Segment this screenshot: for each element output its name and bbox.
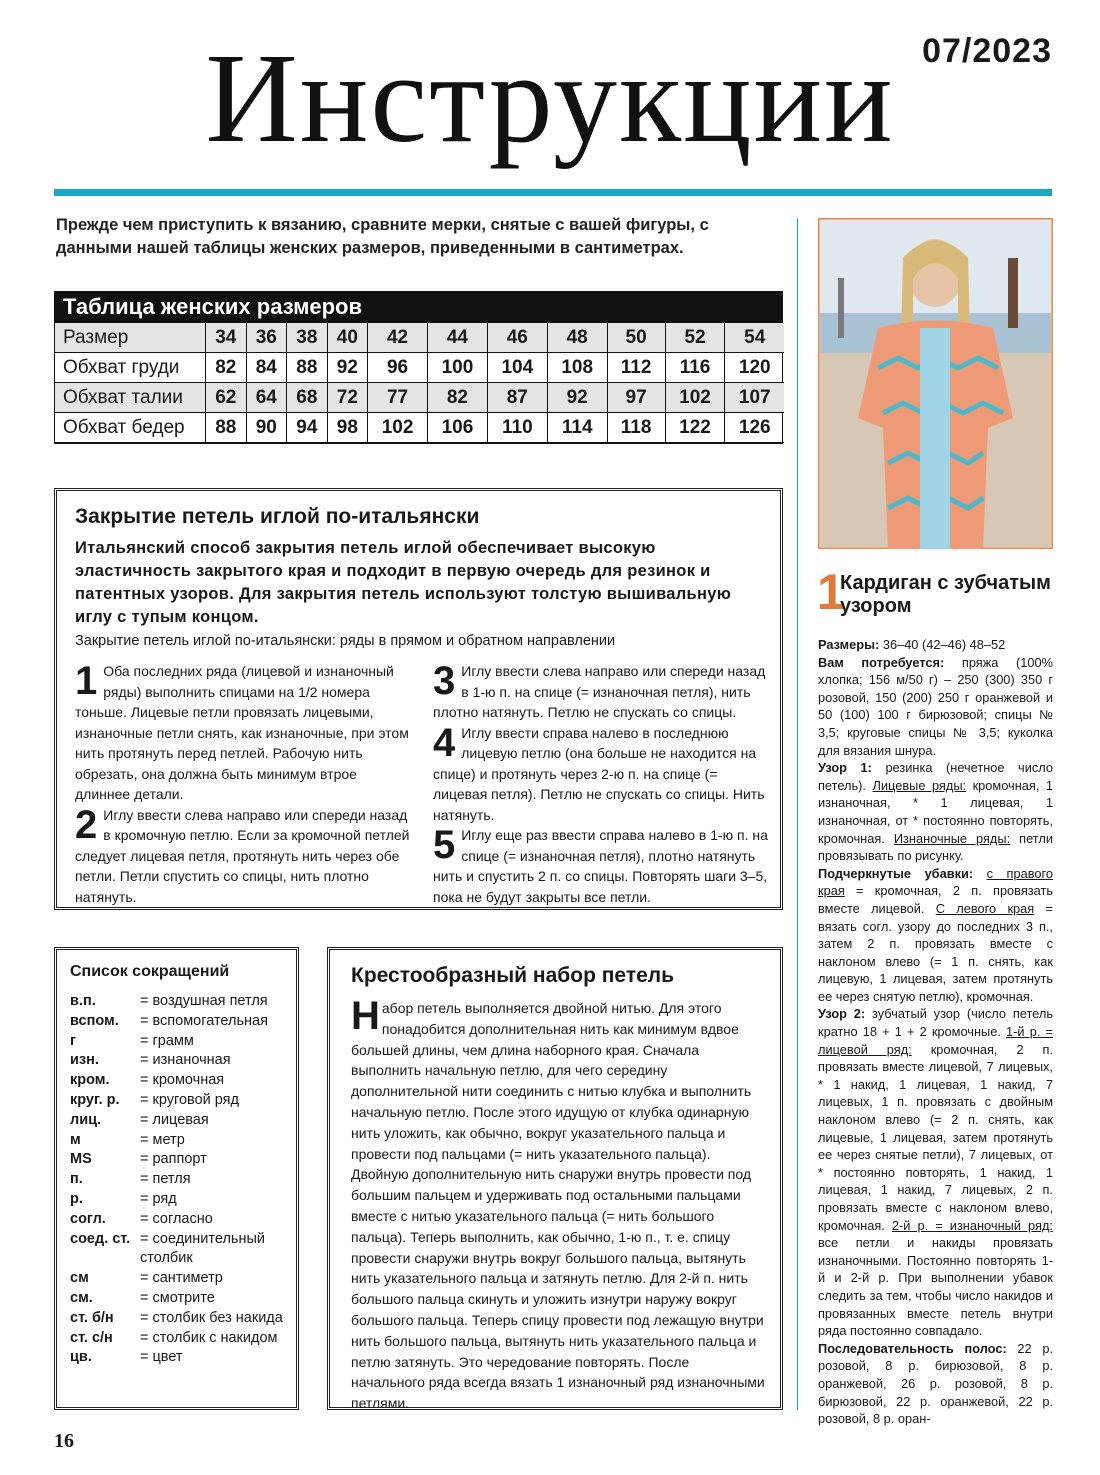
size-cell: 112 (607, 353, 665, 383)
page-number: 16 (54, 1430, 74, 1452)
abbreviation-key: ст. с/н (70, 1329, 113, 1346)
size-row (55, 323, 784, 353)
abbreviations-list (70, 992, 295, 1368)
abbreviation-key: м (70, 1131, 81, 1148)
size-cell: 50 (607, 323, 665, 353)
size-cell: 104 (487, 353, 547, 383)
abbreviation-item (70, 1131, 295, 1151)
step-4: 4 Иглу ввести справа налево в последнюю лицевую петлю (она больше не находится на спице) и протянуть через 2-ю п. на спице (= лицевая петля). Петлю не спускать со спицы. Нить натянуть. (433, 720, 765, 823)
size-row-label: Размер (55, 323, 206, 353)
abbreviation-item (70, 1012, 295, 1032)
size-row (55, 353, 784, 383)
abbreviation-item (70, 1190, 295, 1210)
abbreviation-key: п. (70, 1171, 83, 1188)
size-cell: 72 (327, 383, 368, 413)
size-cell: 68 (287, 383, 328, 413)
abbreviation-key: круг. р. (70, 1091, 120, 1108)
italian-bindoff-box (54, 488, 783, 910)
size-cell: 98 (327, 413, 368, 443)
abbreviation-item (70, 1329, 295, 1349)
size-cell: 62 (206, 383, 247, 413)
abbreviation-key: вспом. (70, 1012, 119, 1029)
abbreviation-item (70, 1348, 295, 1368)
size-cell: 102 (368, 413, 428, 443)
size-cell: 107 (725, 383, 784, 413)
abbreviation-key: г (70, 1032, 77, 1049)
abbreviation-value: = грамм (140, 1032, 194, 1049)
size-cell: 87 (487, 383, 547, 413)
size-cell: 46 (487, 323, 547, 353)
model-number: 1 (817, 564, 845, 620)
model-photo (818, 218, 1053, 549)
size-cell: 116 (665, 353, 725, 383)
size-cell: 92 (327, 353, 368, 383)
abbreviation-value: = вспомогательная (140, 1012, 268, 1029)
abbreviation-value: = смотрите (140, 1289, 215, 1306)
size-row (55, 413, 784, 443)
abbreviation-value: = воздушная петля (140, 993, 268, 1009)
abbreviation-item (70, 1150, 295, 1170)
abbreviation-item (70, 1269, 295, 1289)
abbreviation-item (70, 1170, 295, 1190)
abbreviation-key: ст. б/н (70, 1309, 114, 1326)
size-cell: 106 (428, 413, 488, 443)
abbreviation-item (70, 1309, 295, 1329)
size-cell: 44 (428, 323, 488, 353)
size-cell: 97 (607, 383, 665, 413)
abbreviation-item (70, 1210, 295, 1230)
cross-title: Крестообразный набор петель (351, 964, 675, 987)
issue-number: 07/2023 (922, 32, 1052, 70)
header-rule (54, 189, 1052, 196)
size-cell: 126 (738, 416, 771, 438)
size-cell: 120 (738, 356, 771, 378)
step-2: 2 Иглу ввести слева направо или спереди назад в кромочную петлю. Если за кромочной петлей следует лицевая петля, протянуть нить через обе петли. Петли спустить со спицы, нить плотно натянуть. (75, 802, 410, 905)
size-cell: 77 (368, 383, 428, 413)
size-table (54, 291, 783, 444)
cross-text: Набор петель выполняется двойной нитью. Для этого понадобится дополнительная нить как минимум вдвое большей длины, чем длина наборного края. Сначала выполнить начальную петлю, для чего середину дополнительной нити соединить с нитью клубка и выполнить начальную петлю. После этого идущую от клубка одинарную нить уложить, как обычно, вокруг указательного пальца и провести под пальцами (= нить указательного пальца). Двойную дополнительную нить снаружи внутрь провести под большим пальцем и удерживать под остальными пальцами вместе с нитью указательного пальца (= нить большого пальца). Теперь выполнить, как обычно, 1-ю п., т. е. спицу провести снаружи внутрь вокруг большого пальца, вытянуть нить указательного пальца и затянуть петлю. Для 2-й п. нить большого пальца скинуть и уложить изнутри наружу вокруг большого пальца. Теперь спицу провести под лежащую внутри нить большого пальца, вытянуть нить указательного пальца и петлю затянуть. Это чередование повторять. После начального ряда всегда вязать 1 изнаночный ряд изнаночными петлями. (351, 994, 765, 1412)
size-cell: 110 (487, 413, 547, 443)
abbreviation-value: = изнаночная (140, 1052, 231, 1069)
abbreviation-item (70, 1051, 295, 1071)
size-table-grid (55, 323, 784, 443)
size-cell: 100 (428, 353, 488, 383)
intro-text: Прежде чем приступить к вязанию, сравните мерки, снятые с вашей фигуры, с данными нашей таблицы женских размеров, приведенными в сантиметрах. (56, 216, 709, 257)
size-cell: 94 (287, 413, 328, 443)
size-cell: 114 (547, 413, 607, 443)
model-title: Кардиган с зубчатым узором (840, 572, 1051, 617)
abbreviation-key: изн. (70, 1052, 99, 1069)
size-cell: 82 (206, 353, 247, 383)
abbreviation-key: соед. ст. (70, 1230, 131, 1247)
abbreviation-item (70, 1091, 295, 1111)
step-1: 1 Оба последних ряда (лицевой и изнаночный ряды) выполнить спицами на 1/2 номера тоньше. Лицевые петли провязать лицевыми, изнаночные петли снять, как изнаночные, при этом нить протянуть перед петлей. Рабочую нить обрезать, она должна быть минимум втрое длиннее детали. (75, 659, 409, 802)
size-cell: 36 (246, 323, 287, 353)
abbreviations-title: Список сокращений (70, 963, 230, 980)
abbreviation-value: = метр (140, 1131, 185, 1148)
size-table-title: Таблица женских размеров (54, 291, 783, 323)
size-cell: 122 (665, 413, 725, 443)
size-row (55, 383, 784, 413)
size-row-label: Обхват груди (55, 353, 206, 383)
size-cell: 102 (665, 383, 725, 413)
size-cell: 42 (368, 323, 428, 353)
abbreviation-key: в.п. (70, 993, 96, 1009)
steps-left (75, 661, 411, 907)
abbreviation-item (70, 1071, 295, 1091)
abbreviation-value: = круговой ряд (140, 1091, 239, 1108)
abbreviation-item (70, 992, 295, 1012)
abbreviation-value: = сантиметр (140, 1270, 223, 1287)
abbreviations-box (54, 947, 299, 1410)
size-cell: 82 (428, 383, 488, 413)
step-5: 5 Иглу еще раз ввести справа налево в 1-ю п. на спице (= изнаночная петля), плотно натянуть нить и спустить 2 п. со спицы. Повторять шаги 3–5, пока не будут закрыты все петли. (433, 823, 768, 905)
size-cell: 40 (327, 323, 368, 353)
abbreviation-key: кром. (70, 1072, 110, 1089)
size-cell: 108 (547, 353, 607, 383)
size-cell: 88 (287, 353, 328, 383)
abbreviation-key: цв. (70, 1349, 92, 1366)
size-cell: 52 (665, 323, 725, 353)
italian-title: Закрытие петель иглой по-итальянски (75, 505, 480, 528)
abbreviation-item (70, 1230, 295, 1270)
abbreviation-value: = ряд (140, 1190, 177, 1207)
abbreviation-value: = цвет (140, 1349, 183, 1366)
steps-right (433, 661, 769, 907)
abbreviation-key: см. (70, 1289, 93, 1306)
abbreviation-value: = столбик с накидом (140, 1329, 278, 1346)
abbreviation-value: = петля (140, 1171, 191, 1188)
abbreviation-key: см (70, 1270, 89, 1287)
abbreviation-key: согл. (70, 1210, 106, 1227)
italian-lead: Итальянский способ закрытия петель иглой обеспечивает высокую эластичность закрытого края и подходит в первую очередь для резинок и патентных узоров. Для закрытия петель используют толстую вышивальную иглу с тупым концом. (75, 539, 732, 626)
abbreviation-value: = раппорт (140, 1151, 207, 1168)
size-cell: 54 (725, 323, 784, 353)
model-description: Размеры: 36–40 (42–46) 48–52 Вам потребуется: пряжа (100% хлопка; 156 м/50 г) – 250 (300) 350 г розовой, 150 (200) 250 г оранжевой и 50 (100) 100 г бирюзовой; спицы № 3,5; круговые спицы № 3,5; куколка для вязания шнура. Узор 1: резинка (нечетное число петель). Лицевые ряды: кромочная, 1 изнаночная, * 1 лицевая, 1 изнаночная, от * постоянно повторять, кромочная. Изнаночные ряды: петли провязывать по рисунку. Подчеркнутые убавки: с правого края = кромочная, 2 п. провязать вместе лицевой. С левого края = вязать согл. узору до последних 3 п., затем 2 п. провязать вместе с наклоном влево (= 1 п. снять, как лицевую, 1 лицевая, затем протянуть ее через снятую петлю), кромочная. Узор 2: зубчатый узор (число петель кратно 18 + 1 + 2 кромочные. 1-й р. = лицевой ряд: кромочная, 2 п. провязать вместе лицевой, 7 лицевых, * 1 накид, 1 лицевая, 1 накид, 7 лицевых, 1 п. провязать с двойным наклоном влево (= 2 п. снять, как лицевые, 1 лицевая, затем протянуть ее через снятые петли), 7 лицевых, от * постоянно повторять, 1 накид, 1 лицевая, 1 накид, 7 лицевых, 2 п. провязать вместе с наклоном влево, кромочная. 2-й р. = изнаночный ряд: все петли и накиды провязать изнаночными. Постоянно повторять 1-й и 2-й р. При выполнении убавок следить за тем, чтобы число накидов и провязанных вместе петель внутри ряда постоянно совпадало. Последовательность полос: 22 р. розовой, 8 р. бирюзовой, 8 р. оранжевой, 26 р. розовой, 8 р. бирюзовой, 22 р. оранжевой, 22 р. розовой, 8 р. оран- (818, 637, 1054, 1427)
abbreviation-item (70, 1111, 295, 1131)
size-row-label: Обхват бедер (55, 413, 206, 443)
abbreviation-item (70, 1289, 295, 1309)
abbreviation-value: = кромочная (140, 1072, 225, 1089)
size-cell: 118 (607, 413, 665, 443)
abbreviation-value: = соединительный столбик (140, 1230, 265, 1267)
abbreviation-key: MS (70, 1151, 92, 1168)
size-cell: 38 (287, 323, 328, 353)
column-divider (797, 218, 798, 1410)
size-cell: 34 (206, 323, 247, 353)
size-cell: 88 (206, 413, 247, 443)
abbreviation-value: = столбик без накида (140, 1309, 283, 1326)
size-row-label: Обхват талии (55, 383, 206, 413)
size-cell: 90 (246, 413, 287, 443)
size-cell: 92 (547, 383, 607, 413)
size-cell: 64 (246, 383, 287, 413)
abbreviation-key: лиц. (70, 1111, 102, 1128)
page-title: Инструкции (205, 27, 895, 169)
step-3: 3 Иглу ввести слева направо или спереди назад в 1-ю п. на спице (= изнаночная петля), нить плотно натянуть. Петлю не спускать со спицы. (433, 659, 766, 720)
size-cell: 96 (368, 353, 428, 383)
italian-subtitle: Закрытие петель иглой по-итальянски: ряды в прямом и обратном направлении (75, 633, 616, 649)
abbreviation-item (70, 1032, 295, 1052)
cross-caston-box (327, 947, 783, 1410)
size-cell: 84 (246, 353, 287, 383)
abbreviation-value: = согласно (140, 1210, 213, 1227)
drop-cap: Н (351, 994, 380, 1038)
abbreviation-value: = лицевая (140, 1111, 209, 1128)
abbreviation-key: р. (70, 1190, 83, 1207)
size-cell: 48 (547, 323, 607, 353)
